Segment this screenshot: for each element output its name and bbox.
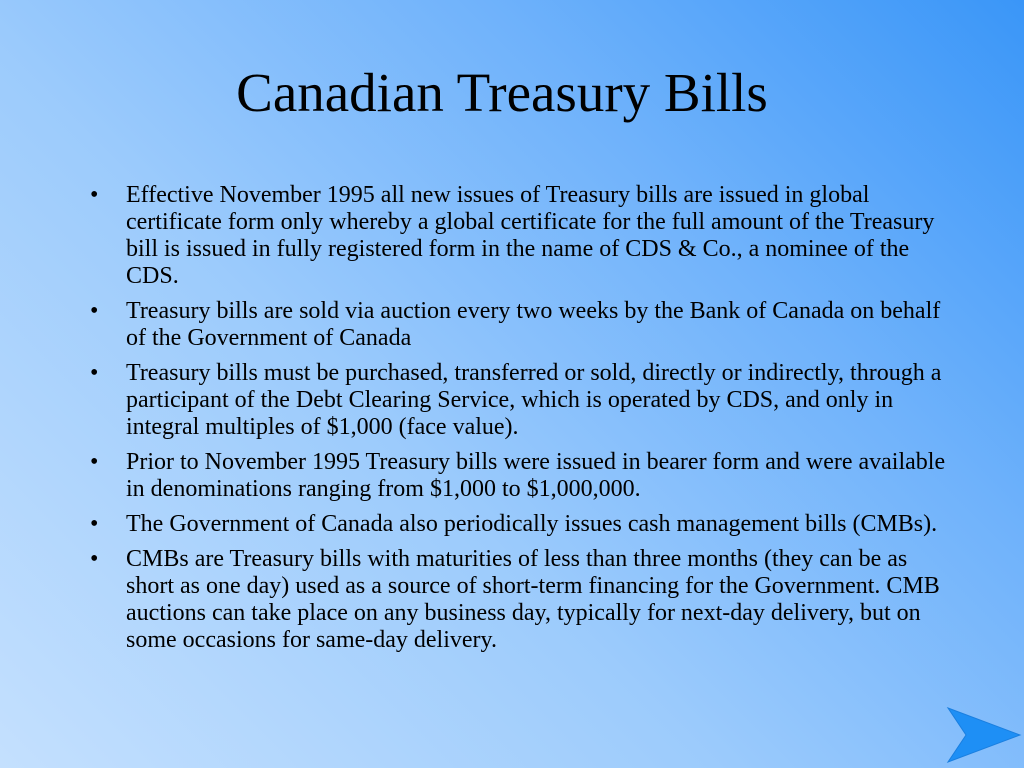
bullet-text: Prior to November 1995 Treasury bills were issued in bearer form and were available in denominations ranging from $1,000 to $1,000,000.: [126, 449, 946, 502]
bullet-item: [90, 511, 950, 538]
bullet-marker: •: [90, 360, 99, 386]
next-arrow-shape: [948, 708, 1020, 762]
bullet-text: Effective November 1995 all new issues of Treasury bills are issued in global certificate form only whereby a global certificate for the full amount of the Treasury bill is issued in fully registered form in the name of CDS & Co., a nominee of the CDS.: [126, 182, 935, 289]
bullet-text: Treasury bills are sold via auction every two weeks by the Bank of Canada on behalf of the Government of Canada: [126, 298, 941, 351]
bullet-marker: •: [90, 182, 99, 208]
bullet-item: [90, 182, 950, 290]
bullet-marker: •: [90, 511, 99, 537]
bullet-item: [90, 360, 950, 441]
bullet-marker: •: [90, 546, 99, 572]
slide-title: Canadian Treasury Bills: [236, 62, 768, 123]
bullet-item: [90, 449, 950, 503]
bullet-text: Treasury bills must be purchased, transferred or sold, directly or indirectly, through a participant of the Debt Clearing Service, which is operated by CDS, and only in integral multiples of $1,000 (face value).: [126, 360, 942, 440]
next-arrow-icon[interactable]: [946, 704, 1022, 766]
bullet-item: [90, 298, 950, 352]
bullet-text: CMBs are Treasury bills with maturities of less than three months (they can be as short as one day) used as a source of short-term financing for the Government. CMB auctions can take place on any business day, typically for next-day delivery, but on some occasions for same-day delivery.: [126, 546, 940, 653]
bullet-text: The Government of Canada also periodically issues cash management bills (CMBs).: [126, 511, 938, 537]
bullet-marker: •: [90, 298, 99, 324]
bullet-item: [90, 546, 950, 654]
bullet-marker: •: [90, 449, 99, 475]
bullet-list: [90, 182, 950, 662]
